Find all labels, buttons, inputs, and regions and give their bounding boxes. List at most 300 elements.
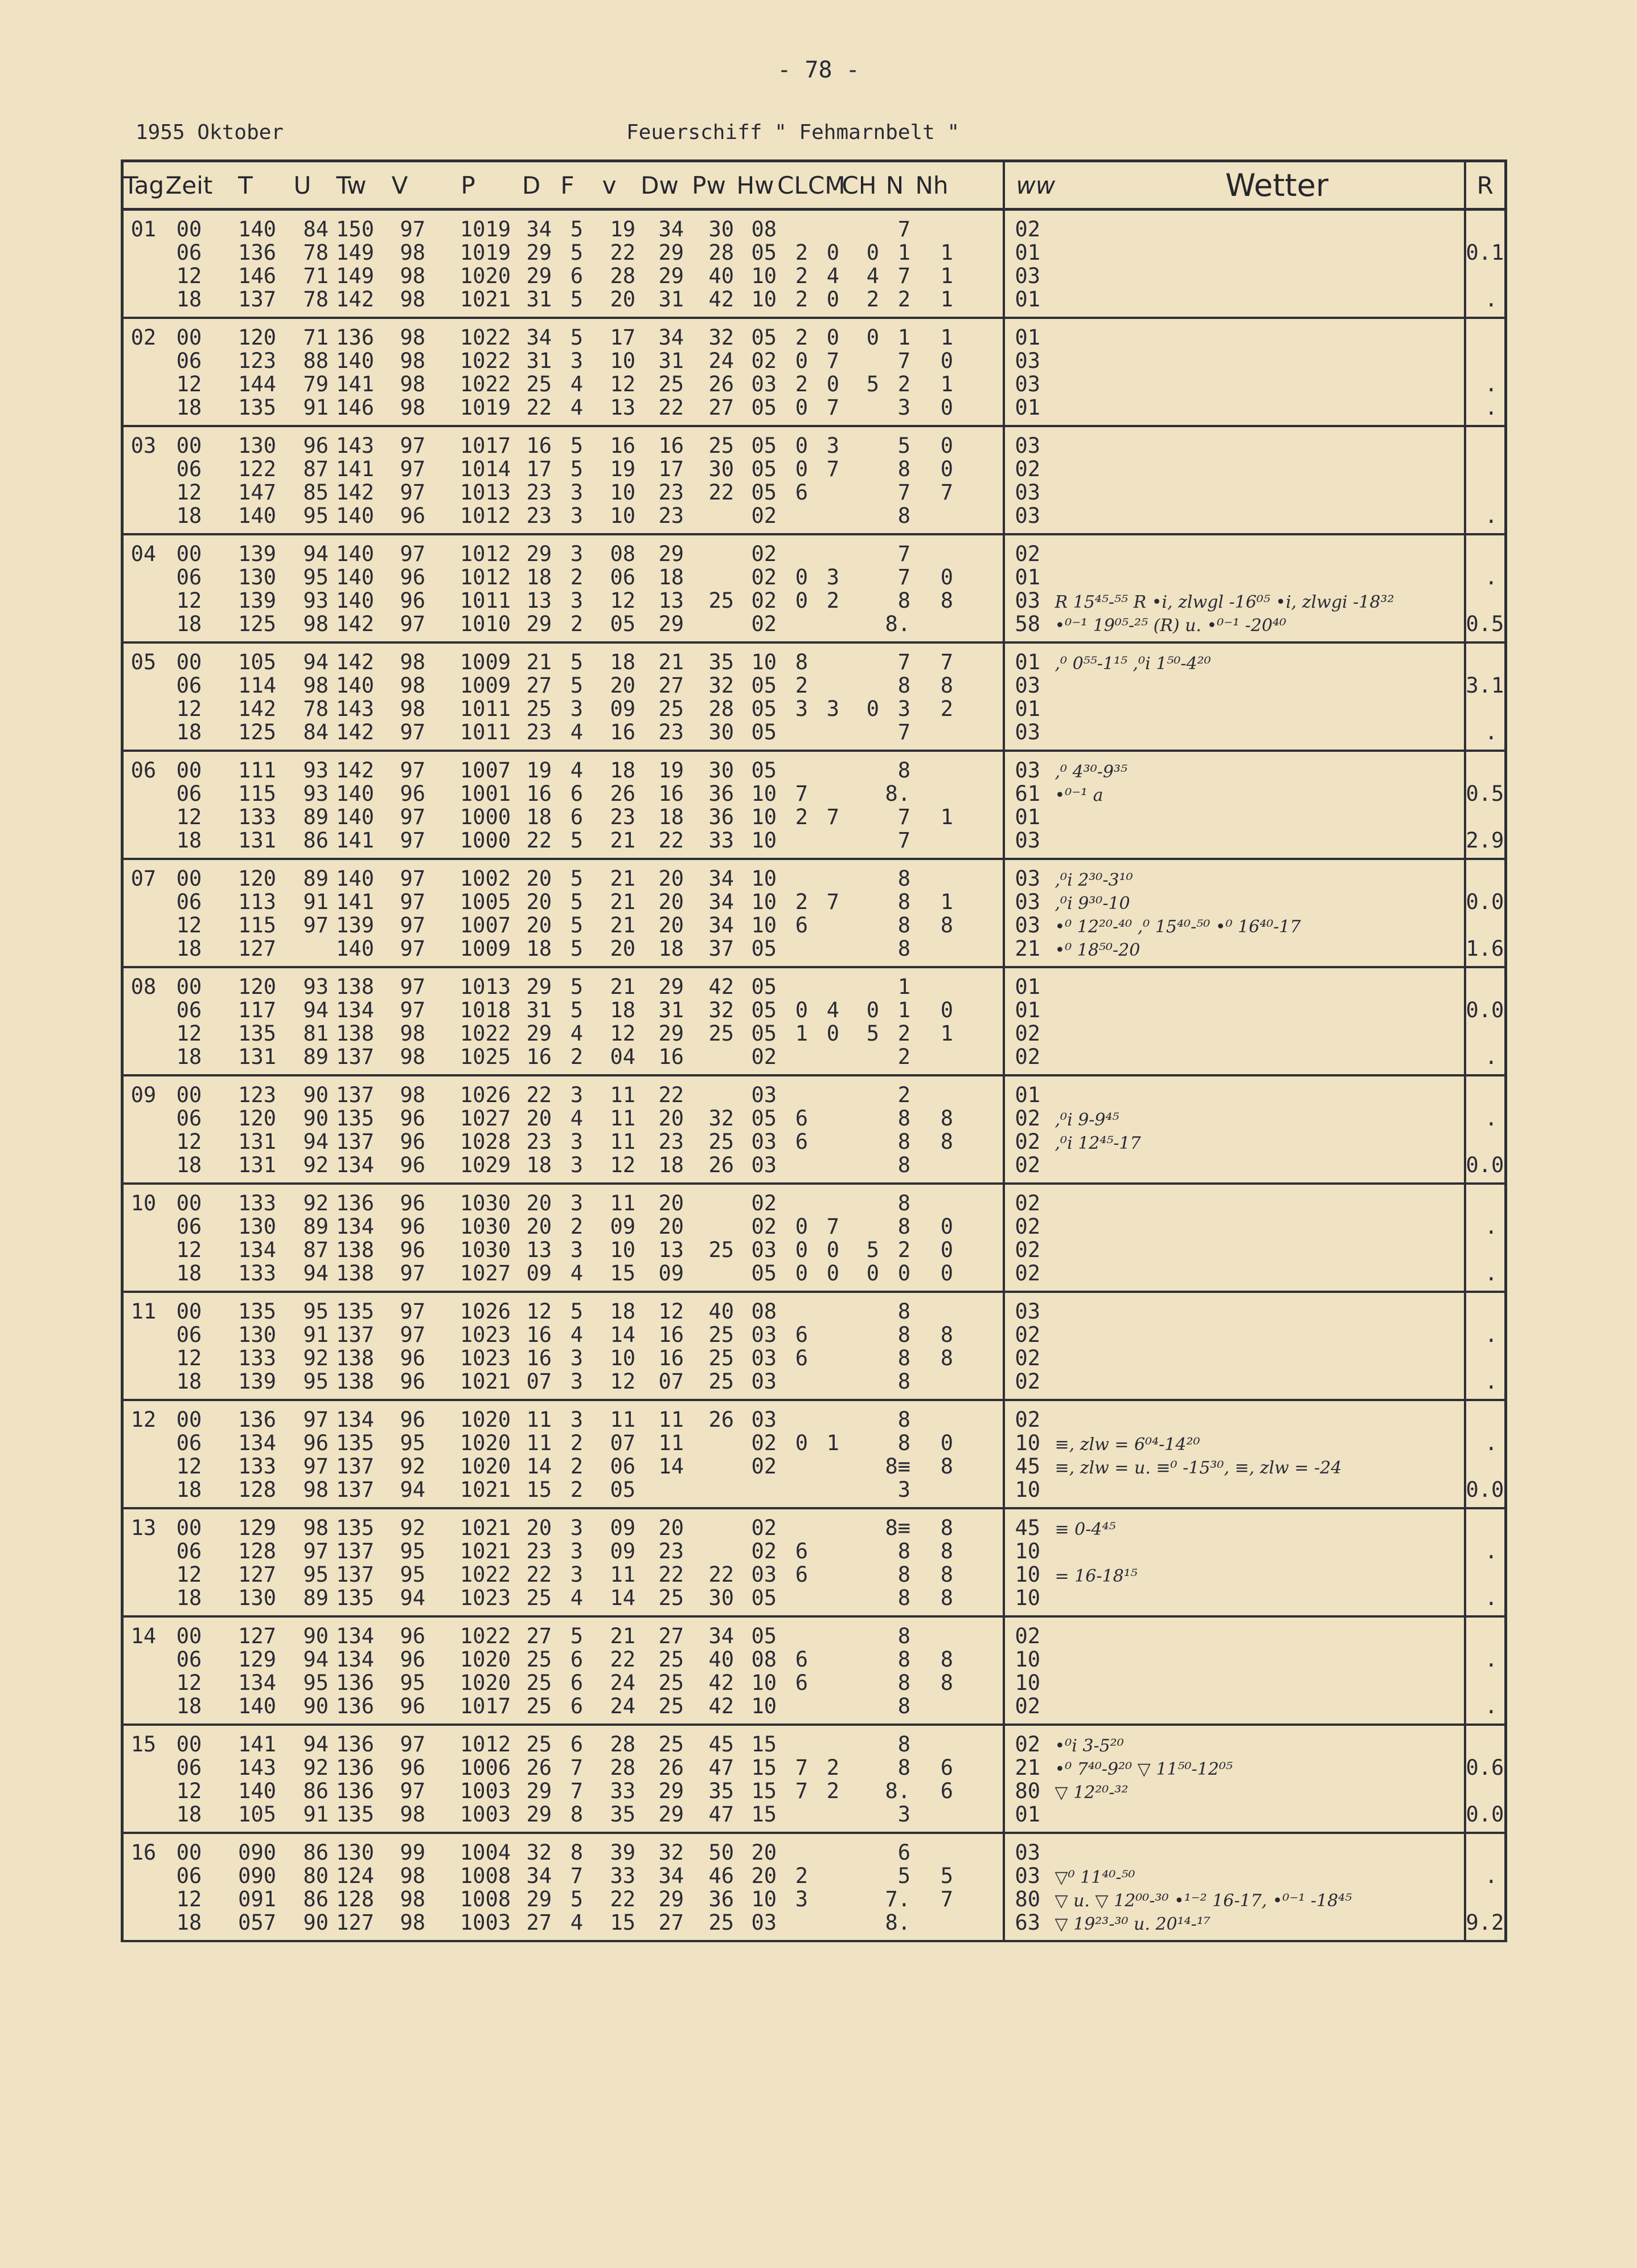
cell-cm bbox=[808, 759, 839, 782]
cell-d: 11 bbox=[526, 1431, 552, 1455]
observation-row bbox=[124, 1300, 1003, 1323]
cell-v: 97 bbox=[400, 936, 425, 961]
cell-u: 91 bbox=[303, 1323, 329, 1347]
cell-zeit: 12 bbox=[176, 480, 202, 505]
cell-v: 97 bbox=[400, 720, 425, 744]
cell-d: 20 bbox=[526, 1191, 552, 1215]
cell-cm: 3 bbox=[826, 433, 839, 458]
ww-wetter-cell bbox=[1004, 1616, 1465, 1725]
cell-p: 1023 bbox=[459, 1323, 511, 1347]
day-number: 05 bbox=[130, 650, 157, 674]
cell-zeit: 00 bbox=[176, 866, 202, 891]
cell-p: 1002 bbox=[459, 866, 511, 891]
day-block bbox=[122, 751, 1506, 859]
cell-hw: 05 bbox=[751, 1624, 777, 1648]
cell-t: 120 bbox=[238, 1106, 276, 1131]
cell-nh: 8 bbox=[940, 1106, 953, 1131]
cell-nh bbox=[910, 1300, 953, 1323]
cell-v: 18 bbox=[610, 758, 635, 783]
cell-dw: 34 bbox=[658, 217, 684, 241]
cell-d: 27 bbox=[526, 1910, 552, 1935]
cell-n: 8≡ bbox=[885, 1516, 910, 1540]
precipitation-value bbox=[1466, 264, 1505, 288]
ww-line bbox=[1005, 288, 1464, 311]
cell-d: 29 bbox=[526, 264, 552, 288]
observation-row bbox=[124, 1431, 1003, 1455]
cell-zeit: 00 bbox=[176, 542, 202, 566]
day-number bbox=[124, 1756, 163, 1779]
ww-line bbox=[1005, 1238, 1464, 1262]
cell-v: 19 bbox=[610, 457, 635, 481]
observation-row bbox=[124, 1756, 1003, 1779]
cell-t: 129 bbox=[238, 1516, 276, 1540]
day-block bbox=[122, 859, 1506, 967]
ww-line bbox=[1005, 829, 1464, 852]
cell-tw: 142 bbox=[336, 480, 374, 505]
ww-line bbox=[1005, 1045, 1464, 1069]
cell-n: 8. bbox=[885, 1910, 910, 1935]
cell-f: 4 bbox=[570, 758, 583, 783]
cell-d: 18 bbox=[526, 936, 552, 961]
cell-v: 18 bbox=[610, 998, 635, 1022]
cell-cm bbox=[808, 1586, 839, 1610]
cell-hw: 03 bbox=[751, 1153, 777, 1177]
cell-v: 11 bbox=[610, 1106, 635, 1131]
cell-hw: 10 bbox=[751, 1887, 777, 1911]
cell-tw: 143 bbox=[336, 433, 374, 458]
cell-n: 8 bbox=[897, 1214, 910, 1239]
precipitation-cell bbox=[1465, 318, 1506, 426]
cell-dw: 34 bbox=[658, 1864, 684, 1888]
cell-pw: 25 bbox=[708, 1129, 734, 1154]
cell-p: 1030 bbox=[459, 1191, 511, 1215]
cell-d: 16 bbox=[526, 781, 552, 806]
cell-t: 130 bbox=[238, 433, 276, 458]
cell-f: 4 bbox=[570, 372, 583, 396]
ww-code: 01 bbox=[1015, 805, 1041, 829]
col-header-ch: CH bbox=[842, 171, 877, 199]
cell-t: 120 bbox=[238, 975, 276, 999]
cell-n: 8 bbox=[897, 1624, 910, 1648]
cell-tw: 135 bbox=[336, 1299, 374, 1324]
cell-nh bbox=[910, 1192, 953, 1215]
cell-d: 25 bbox=[526, 372, 552, 396]
cell-nh: 0 bbox=[940, 349, 953, 373]
day-number bbox=[124, 1346, 163, 1370]
observation-row bbox=[124, 372, 1003, 396]
cell-pw: 22 bbox=[708, 480, 734, 505]
cell-zeit: 06 bbox=[176, 457, 202, 481]
cell-pw bbox=[684, 1215, 734, 1238]
ww-code: 10 bbox=[1015, 1563, 1041, 1586]
cell-v: 97 bbox=[400, 890, 425, 914]
cell-f: 2 bbox=[570, 1454, 583, 1479]
observation-row bbox=[124, 1779, 1003, 1803]
wetter-header: Wetter bbox=[1225, 167, 1329, 203]
cell-tw: 137 bbox=[336, 1045, 374, 1069]
ww-header: ww bbox=[1016, 171, 1056, 199]
cell-v: 10 bbox=[610, 1346, 635, 1370]
cell-ch: 4 bbox=[866, 264, 879, 288]
cell-ch bbox=[839, 1756, 879, 1779]
cell-ch bbox=[839, 1455, 879, 1478]
ww-wetter-cell bbox=[1004, 642, 1465, 751]
cell-u: 95 bbox=[303, 565, 329, 589]
cell-t: 123 bbox=[238, 349, 276, 373]
day-number bbox=[124, 1323, 163, 1346]
precipitation-value bbox=[1466, 434, 1505, 457]
cell-hw: 05 bbox=[751, 936, 777, 961]
cell-v: 96 bbox=[400, 565, 425, 589]
day-block bbox=[122, 1508, 1506, 1616]
cell-d: 25 bbox=[526, 1671, 552, 1695]
cell-u: 87 bbox=[303, 1238, 329, 1262]
ww-code: 01 bbox=[1015, 241, 1041, 264]
cell-t: 142 bbox=[238, 697, 276, 721]
precipitation-value bbox=[1466, 867, 1505, 890]
weather-note: •⁰i 3-5²⁰ bbox=[1055, 1736, 1124, 1756]
day-number: 10 bbox=[130, 1191, 157, 1215]
cell-n: 8 bbox=[897, 1562, 910, 1587]
cell-v: 98 bbox=[400, 372, 425, 396]
ww-code: 80 bbox=[1015, 1779, 1041, 1803]
cell-cl bbox=[777, 937, 808, 960]
cell-n: 2 bbox=[897, 1045, 910, 1069]
cell-tw: 136 bbox=[336, 1671, 374, 1695]
cell-pw: 30 bbox=[708, 1586, 734, 1610]
cell-ch bbox=[839, 589, 879, 612]
precipitation-value bbox=[1466, 697, 1505, 720]
cell-zeit: 18 bbox=[176, 395, 202, 420]
cell-v: 21 bbox=[610, 890, 635, 914]
cell-v: 96 bbox=[400, 1369, 425, 1394]
cell-hw: 08 bbox=[751, 1299, 777, 1324]
ww-code: 03 bbox=[1015, 759, 1041, 782]
cell-u: 98 bbox=[303, 673, 329, 698]
ww-line bbox=[1005, 890, 1464, 914]
day-number bbox=[124, 1888, 163, 1911]
cell-v: 98 bbox=[400, 1083, 425, 1107]
cell-n: 1 bbox=[897, 998, 910, 1022]
cell-t: 131 bbox=[238, 1153, 276, 1177]
cell-pw: 50 bbox=[708, 1840, 734, 1865]
cell-ch bbox=[839, 1215, 879, 1238]
cell-p: 1020 bbox=[459, 1671, 511, 1695]
cell-hw: 03 bbox=[751, 1346, 777, 1370]
cell-f: 3 bbox=[570, 480, 583, 505]
cell-hw: 03 bbox=[751, 1369, 777, 1394]
ww-code: 03 bbox=[1015, 264, 1041, 288]
cell-zeit: 12 bbox=[176, 588, 202, 613]
cell-ch bbox=[839, 759, 879, 782]
cell-ch bbox=[839, 890, 879, 914]
cell-nh: 1 bbox=[940, 240, 953, 265]
col-header-cl: CL bbox=[777, 171, 807, 199]
precipitation-cell bbox=[1465, 1833, 1506, 1941]
cell-v: 97 bbox=[400, 998, 425, 1022]
cell-p: 1019 bbox=[459, 240, 511, 265]
cell-f: 4 bbox=[570, 1323, 583, 1347]
cell-ch bbox=[839, 1130, 879, 1153]
cell-ch bbox=[839, 1153, 879, 1177]
cell-pw: 46 bbox=[708, 1864, 734, 1888]
precipitation-value bbox=[1466, 542, 1505, 566]
cell-n: 7 bbox=[897, 805, 910, 829]
cell-v: 20 bbox=[610, 936, 635, 961]
col-header-hw: Hw bbox=[736, 171, 774, 199]
cell-u: 86 bbox=[303, 1887, 329, 1911]
cell-v: 28 bbox=[610, 1732, 635, 1757]
cell-f: 5 bbox=[570, 217, 583, 241]
ww-wetter-header bbox=[1004, 161, 1465, 210]
cell-zeit: 06 bbox=[176, 998, 202, 1022]
cell-d: 16 bbox=[526, 1045, 552, 1069]
cell-v: 96 bbox=[400, 1238, 425, 1262]
cell-nh: 1 bbox=[940, 372, 953, 396]
precipitation-value: 9.2 bbox=[1466, 1910, 1504, 1935]
cell-nh bbox=[910, 1370, 953, 1393]
cell-u: 89 bbox=[303, 1214, 329, 1239]
ww-line bbox=[1005, 1694, 1464, 1718]
cell-zeit: 00 bbox=[176, 758, 202, 783]
cell-nh bbox=[910, 867, 953, 890]
cell-zeit: 18 bbox=[176, 1910, 202, 1935]
cell-cm: 4 bbox=[826, 264, 839, 288]
cell-f: 3 bbox=[570, 1407, 583, 1432]
cell-v: 98 bbox=[400, 325, 425, 350]
ww-code: 01 bbox=[1015, 697, 1041, 720]
ww-line bbox=[1005, 396, 1464, 419]
cell-u: 92 bbox=[303, 1346, 329, 1370]
cell-ch bbox=[839, 805, 879, 829]
cell-nh: 7 bbox=[940, 480, 953, 505]
ww-code: 10 bbox=[1015, 1431, 1041, 1455]
cell-d: 14 bbox=[526, 1454, 552, 1479]
cell-hw: 02 bbox=[751, 1191, 777, 1215]
cell-v: 18 bbox=[610, 1299, 635, 1324]
cell-u: 94 bbox=[303, 1732, 329, 1757]
cell-cm: 2 bbox=[826, 1779, 839, 1803]
observation-row bbox=[124, 1864, 1003, 1888]
cell-dw: 13 bbox=[658, 588, 684, 613]
cell-pw: 47 bbox=[708, 1755, 734, 1780]
weather-note: ▽ u. ▽ 12⁰⁰-³⁰ •¹⁻² 16-17, •⁰⁻¹ -18⁴⁵ bbox=[1055, 1891, 1352, 1911]
cell-d: 22 bbox=[526, 1562, 552, 1587]
ww-wetter-cell bbox=[1004, 426, 1465, 534]
cell-f: 6 bbox=[570, 264, 583, 288]
cell-hw: 03 bbox=[751, 372, 777, 396]
observation-row bbox=[124, 1586, 1003, 1610]
cell-t: 143 bbox=[238, 1755, 276, 1780]
cell-f: 5 bbox=[570, 866, 583, 891]
cell-t: 135 bbox=[238, 395, 276, 420]
ww-line bbox=[1005, 805, 1464, 829]
cell-d: 16 bbox=[526, 1323, 552, 1347]
cell-u: 79 bbox=[303, 372, 329, 396]
cell-zeit: 18 bbox=[176, 1369, 202, 1394]
cell-p: 1021 bbox=[459, 1539, 511, 1563]
cell-n: 8. bbox=[885, 781, 910, 806]
cell-t: 115 bbox=[238, 781, 276, 806]
cell-v: 97 bbox=[400, 1261, 425, 1286]
observations-cell bbox=[122, 642, 1004, 751]
ww-code: 02 bbox=[1015, 1153, 1041, 1177]
cell-cl: 0 bbox=[795, 1214, 808, 1239]
observation-row bbox=[124, 396, 1003, 419]
precipitation-value: . bbox=[1484, 565, 1497, 589]
cell-pw: 32 bbox=[708, 673, 734, 698]
cell-n: 1 bbox=[897, 325, 910, 350]
cell-p: 1026 bbox=[459, 1299, 511, 1324]
cell-zeit: 18 bbox=[176, 503, 202, 528]
cell-cm bbox=[808, 1408, 839, 1431]
ww-line bbox=[1005, 1648, 1464, 1671]
cell-f: 5 bbox=[570, 325, 583, 350]
weather-note: ▽ 19²³-³⁰ u. 20¹⁴-¹⁷ bbox=[1055, 1914, 1211, 1934]
cell-zeit: 06 bbox=[176, 565, 202, 589]
cell-hw: 10 bbox=[751, 781, 777, 806]
day-number bbox=[124, 1586, 163, 1610]
cell-v: 95 bbox=[400, 1671, 425, 1695]
cell-p: 1023 bbox=[459, 1586, 511, 1610]
cell-p: 1022 bbox=[459, 325, 511, 350]
cell-n: 8 bbox=[897, 1671, 910, 1695]
day-number bbox=[124, 288, 163, 311]
cell-hw: 03 bbox=[751, 1238, 777, 1262]
cell-u: 84 bbox=[303, 217, 329, 241]
ww-code: 01 bbox=[1015, 998, 1041, 1022]
ww-line bbox=[1005, 566, 1464, 589]
ww-code: 03 bbox=[1015, 720, 1041, 744]
cell-nh: 8 bbox=[940, 588, 953, 613]
cell-cm bbox=[808, 1346, 839, 1370]
precipitation-value bbox=[1466, 1455, 1505, 1478]
cell-zeit: 00 bbox=[176, 433, 202, 458]
observation-row bbox=[124, 1346, 1003, 1370]
day-number: 12 bbox=[130, 1407, 157, 1432]
cell-tw: 140 bbox=[336, 805, 374, 829]
precipitation-cell bbox=[1465, 1292, 1506, 1400]
cell-hw: 05 bbox=[751, 975, 777, 999]
cell-f: 4 bbox=[570, 1586, 583, 1610]
ww-code: 02 bbox=[1015, 1408, 1041, 1431]
cell-cl bbox=[777, 1153, 808, 1177]
day-block bbox=[122, 1292, 1506, 1400]
cell-f: 5 bbox=[570, 890, 583, 914]
cell-t: 130 bbox=[238, 565, 276, 589]
cell-u: 89 bbox=[303, 805, 329, 829]
day-number bbox=[124, 264, 163, 288]
cell-u: 98 bbox=[303, 612, 329, 636]
cell-zeit: 18 bbox=[176, 720, 202, 744]
cell-d: 20 bbox=[526, 1106, 552, 1131]
cell-v: 97 bbox=[400, 480, 425, 505]
ww-line bbox=[1005, 759, 1464, 782]
precipitation-cell bbox=[1465, 210, 1506, 318]
cell-u: 94 bbox=[303, 998, 329, 1022]
cell-v: 09 bbox=[610, 697, 635, 721]
cell-d: 17 bbox=[526, 457, 552, 481]
precipitation-value: . bbox=[1484, 1694, 1497, 1718]
cell-v: 11 bbox=[610, 1129, 635, 1154]
day-block bbox=[122, 210, 1506, 318]
cell-hw: 10 bbox=[751, 866, 777, 891]
cell-t: 136 bbox=[238, 1407, 276, 1432]
cell-v: 05 bbox=[610, 1477, 635, 1502]
col-header-v: v bbox=[602, 171, 617, 199]
precipitation-value: 0.6 bbox=[1466, 1755, 1504, 1780]
cell-cm bbox=[808, 1455, 839, 1478]
ww-line bbox=[1005, 264, 1464, 288]
day-number: 03 bbox=[130, 433, 157, 458]
observation-row bbox=[124, 975, 1003, 998]
cell-tw: 140 bbox=[336, 866, 374, 891]
day-number bbox=[124, 1694, 163, 1718]
ww-line bbox=[1005, 1803, 1464, 1826]
cell-n: 3 bbox=[897, 1802, 910, 1827]
cell-f: 3 bbox=[570, 1153, 583, 1177]
cell-zeit: 18 bbox=[176, 1261, 202, 1286]
cell-v: 16 bbox=[610, 433, 635, 458]
cell-n: 7 bbox=[897, 264, 910, 288]
cell-pw: 34 bbox=[708, 890, 734, 914]
day-number bbox=[124, 1238, 163, 1262]
precipitation-cell bbox=[1465, 426, 1506, 534]
cell-n: 8 bbox=[897, 1106, 910, 1131]
cell-t: 129 bbox=[238, 1647, 276, 1672]
cell-p: 1027 bbox=[459, 1261, 511, 1286]
cell-pw: 34 bbox=[708, 866, 734, 891]
observation-row bbox=[124, 481, 1003, 504]
ww-code: 02 bbox=[1015, 1045, 1041, 1069]
cell-pw: 36 bbox=[708, 805, 734, 829]
cell-cl: 2 bbox=[795, 890, 808, 914]
cell-nh: 8 bbox=[940, 1516, 953, 1540]
cell-ch bbox=[839, 396, 879, 419]
ww-code: 10 bbox=[1015, 1648, 1041, 1671]
cell-zeit: 00 bbox=[176, 650, 202, 674]
cell-nh: 0 bbox=[940, 1431, 953, 1455]
cell-v: 99 bbox=[400, 1840, 425, 1865]
cell-ch bbox=[839, 1888, 879, 1911]
cell-dw: 07 bbox=[658, 1369, 684, 1394]
cell-cm bbox=[808, 975, 839, 998]
day-number bbox=[124, 937, 163, 960]
cell-cm bbox=[808, 674, 839, 697]
cell-ch bbox=[839, 1192, 879, 1215]
ww-line bbox=[1005, 241, 1464, 264]
ww-line bbox=[1005, 481, 1464, 504]
cell-p: 1013 bbox=[459, 975, 511, 999]
ww-line bbox=[1005, 1624, 1464, 1648]
cell-cl: 0 bbox=[795, 1238, 808, 1262]
cell-pw: 35 bbox=[708, 650, 734, 674]
ww-code: 80 bbox=[1015, 1888, 1041, 1911]
ww-code: 02 bbox=[1015, 1215, 1041, 1238]
col-header-dw: Dw bbox=[641, 171, 679, 199]
cell-nh bbox=[910, 504, 953, 527]
day-number bbox=[124, 566, 163, 589]
observation-row bbox=[124, 937, 1003, 960]
ww-line bbox=[1005, 1911, 1464, 1934]
precipitation-value bbox=[1466, 650, 1505, 674]
cell-cm bbox=[808, 1370, 839, 1393]
cell-tw: 135 bbox=[336, 1586, 374, 1610]
cell-nh bbox=[910, 1153, 953, 1177]
cell-nh bbox=[910, 1911, 953, 1934]
ww-line bbox=[1005, 937, 1464, 960]
cell-zeit: 12 bbox=[176, 1238, 202, 1262]
